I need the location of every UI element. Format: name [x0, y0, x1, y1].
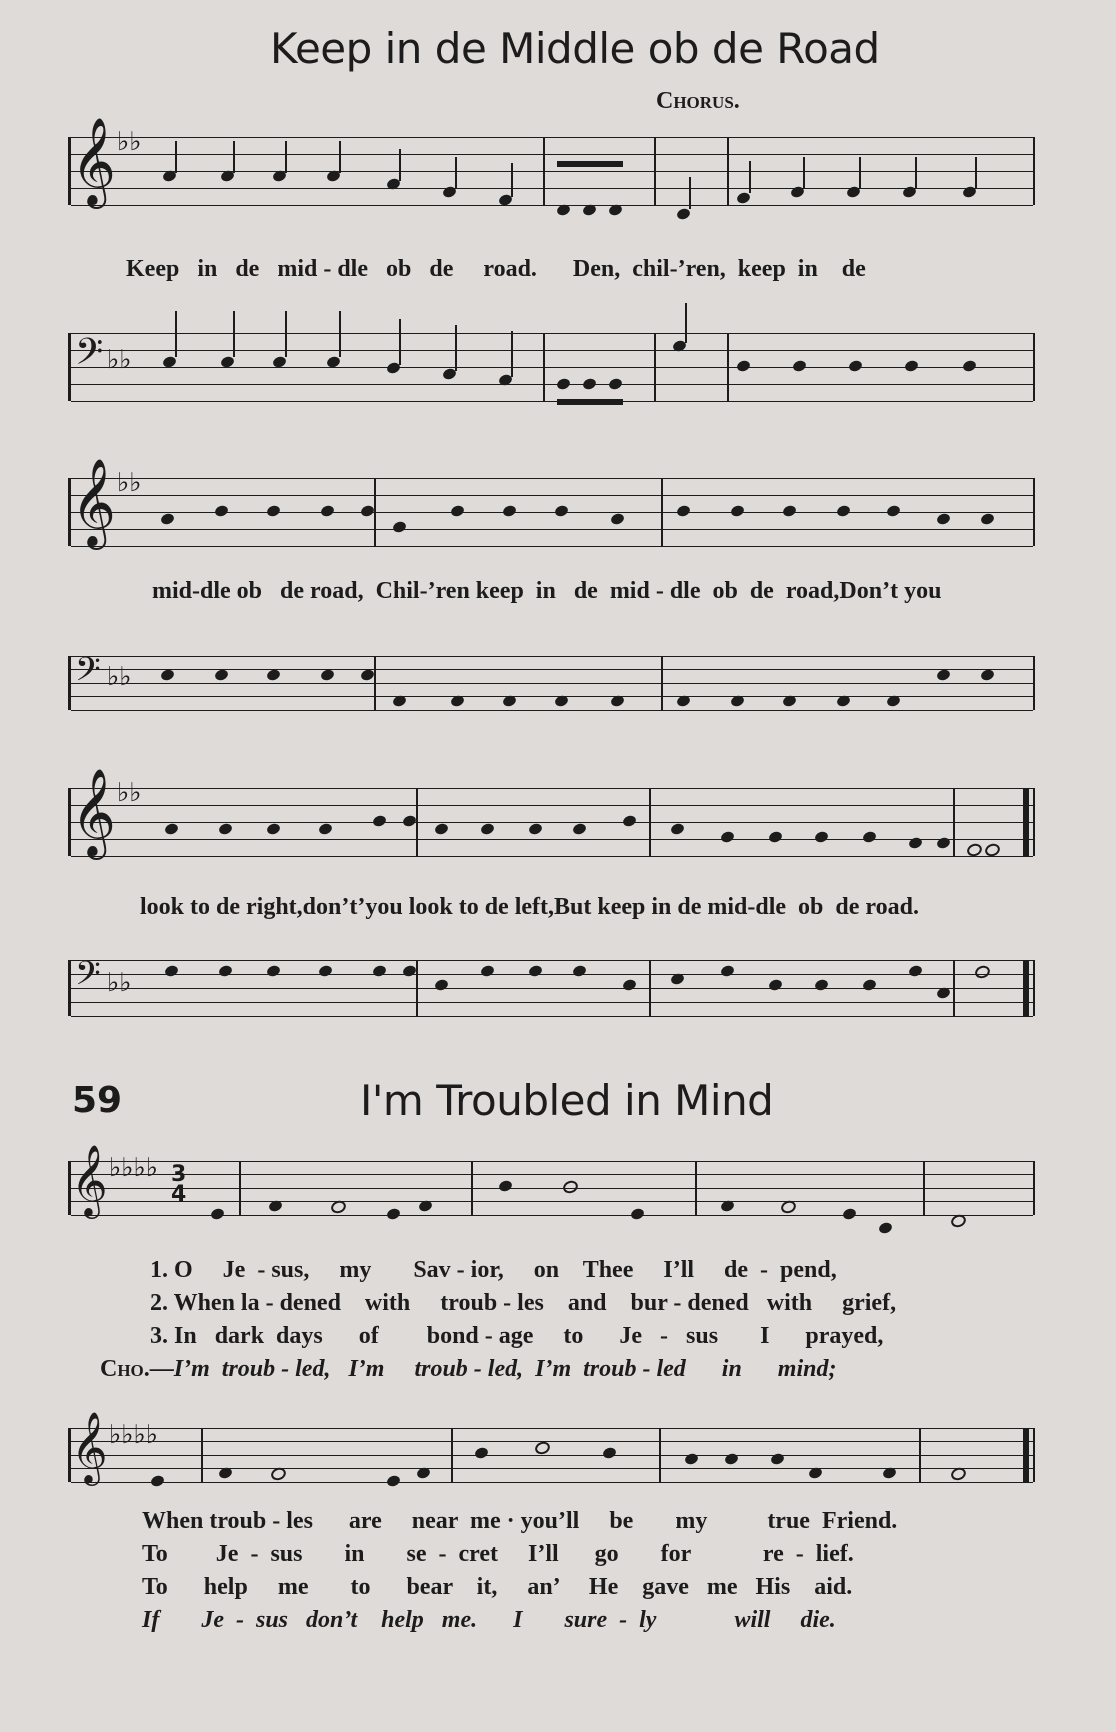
verse-line: 3. In dark days of bond - age to Je - sus I prayed,: [150, 1323, 884, 1349]
treble-clef-icon: 𝄞: [71, 1410, 108, 1483]
treble-staff-1: [68, 116, 1035, 205]
key-signature: ♭♭: [117, 468, 142, 498]
treble-staff-2: [68, 457, 1035, 546]
key-signature: ♭♭: [107, 345, 132, 375]
treble-staff-3: [68, 767, 1035, 856]
verse-line: To help me to bear it, an’ He gave me His aid.: [142, 1574, 853, 1600]
treble-clef-icon: 𝄞: [71, 116, 116, 205]
bass-staff-2: [68, 651, 1035, 710]
chorus-label: Chorus.: [656, 88, 740, 114]
hymn-title: I'm Troubled in Mind: [360, 1076, 774, 1125]
chorus-line: If Je - sus don’t help me. I sure - ly will die.: [142, 1607, 836, 1633]
key-signature: ♭♭: [117, 127, 142, 157]
treble-clef-icon: 𝄞: [71, 767, 116, 856]
bass-clef-icon: 𝄢: [75, 331, 104, 382]
hymn-number: 59: [72, 1080, 123, 1121]
lyric-line: mid-dle ob de road, Chil-’ren keep in de mid - dle ob de road,Don’t you: [152, 578, 942, 604]
key-signature: ♭♭♭♭: [109, 1153, 159, 1183]
verse-line: 2. When la - dened with troub - les and bur - dened with grief,: [150, 1290, 897, 1316]
chorus-abbrev: Cho.—: [100, 1356, 174, 1382]
key-signature: ♭♭: [117, 778, 142, 808]
chorus-text: I’m troub - led, I’m troub - led, I’m troub - led in mind;: [173, 1356, 837, 1382]
bass-clef-icon: 𝄢: [75, 651, 101, 697]
chorus-line: [100, 1356, 836, 1383]
verse-line: To Je - sus in se - cret I’ll go for re - lief.: [142, 1541, 854, 1567]
time-signature: 3 4: [171, 1162, 187, 1207]
lyric-line: look to de right,don’t’you look to de left,But keep in de mid-dle ob de road.: [140, 894, 919, 920]
treble-clef-icon: 𝄞: [71, 457, 116, 546]
bass-clef-icon: 𝄢: [75, 955, 101, 1001]
verse-line: When troub - les are near me · you’ll be my true Friend.: [142, 1508, 898, 1534]
key-signature: ♭♭: [107, 968, 132, 998]
hymn-title: Keep in de Middle ob de Road: [270, 24, 880, 73]
verse-line: 1. O Je - sus, my Sav - ior, on Thee I’ll de - pend,: [150, 1257, 837, 1283]
lyric-line: Keep in de mid - dle ob de road. Den, chil-’ren, keep in de: [126, 256, 866, 282]
treble-staff-4: [68, 1143, 1035, 1216]
key-signature: ♭♭: [107, 662, 132, 692]
bass-staff-1: [68, 333, 1035, 401]
bass-staff-3: [68, 955, 1035, 1016]
treble-staff-5: [68, 1410, 1035, 1483]
key-signature: ♭♭♭♭: [109, 1420, 159, 1450]
treble-clef-icon: 𝄞: [71, 1143, 108, 1216]
